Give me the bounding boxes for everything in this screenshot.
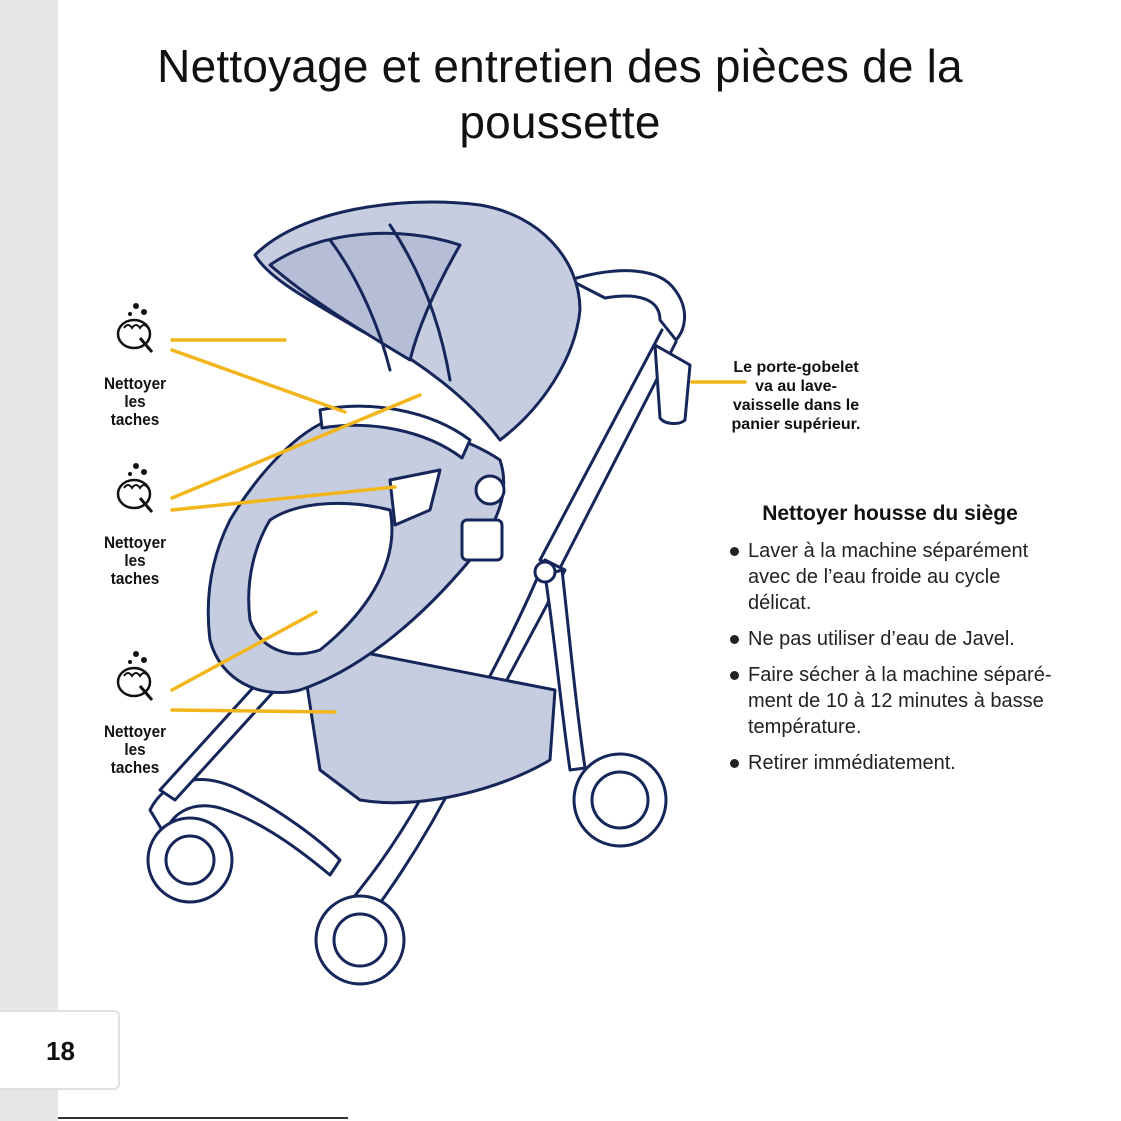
cup-holder-note-line-3: vaisselle dans le: [732, 397, 860, 414]
leader-line-basket: [172, 710, 335, 712]
callout-label-2: [95, 534, 176, 588]
callout-label-1: [95, 375, 176, 429]
callout-3-line-1: Nettoyer: [103, 722, 167, 741]
instruction-item: Laver à la machine séparément avec de l’eau froide au cycle délicat.: [728, 538, 1058, 616]
cup-holder: [655, 345, 690, 424]
cup-holder-note-line-2: va au lave-: [755, 378, 837, 395]
spot-clean-icon: [112, 298, 160, 356]
instruction-item: Ne pas utiliser d’eau de Javel.: [728, 626, 1058, 652]
callout-2-line-3: taches: [110, 569, 160, 588]
cup-holder-note-line-1: Le porte-gobelet: [733, 359, 859, 376]
callout-3-line-2: les: [124, 740, 146, 759]
stroller-joint: [535, 562, 555, 582]
spot-clean-icon: [112, 458, 160, 516]
callout-1-line-2: les: [124, 392, 146, 411]
instruction-item: Faire sécher à la machine séparé-ment de 10 à 12 minutes à basse température.: [728, 662, 1058, 740]
callout-1-line-1: Nettoyer: [103, 374, 167, 393]
callout-2-line-1: Nettoyer: [103, 533, 167, 552]
page-title-line-1: Nettoyage et entretien des pièces de la: [157, 40, 963, 92]
front-wheel-right: [316, 896, 404, 984]
page-title-line-2: poussette: [459, 96, 661, 148]
cup-holder-note-line-4: panier supérieur.: [731, 416, 861, 433]
seat-cover-heading: Nettoyer housse du siège: [762, 502, 1018, 525]
spot-clean-icon: [112, 646, 160, 704]
callout-label-3: [95, 723, 176, 777]
page-number: 18: [46, 1036, 75, 1066]
stroller-hinge-plate: [462, 520, 502, 560]
bottom-rule: [58, 1117, 348, 1119]
instruction-item: Retirer immédiatement.: [728, 750, 1058, 776]
callout-1-line-3: taches: [110, 410, 160, 429]
leader-line-bumper: [172, 350, 345, 412]
stroller-hinge: [476, 476, 504, 504]
seat-cover-instructions: [728, 538, 1058, 786]
cup-holder-note: [728, 358, 864, 434]
front-wheel-left: [148, 818, 232, 902]
stroller-handlebar: [570, 271, 685, 340]
callout-2-line-2: les: [124, 551, 146, 570]
callout-3-line-3: taches: [110, 758, 160, 777]
rear-wheel: [574, 754, 666, 846]
